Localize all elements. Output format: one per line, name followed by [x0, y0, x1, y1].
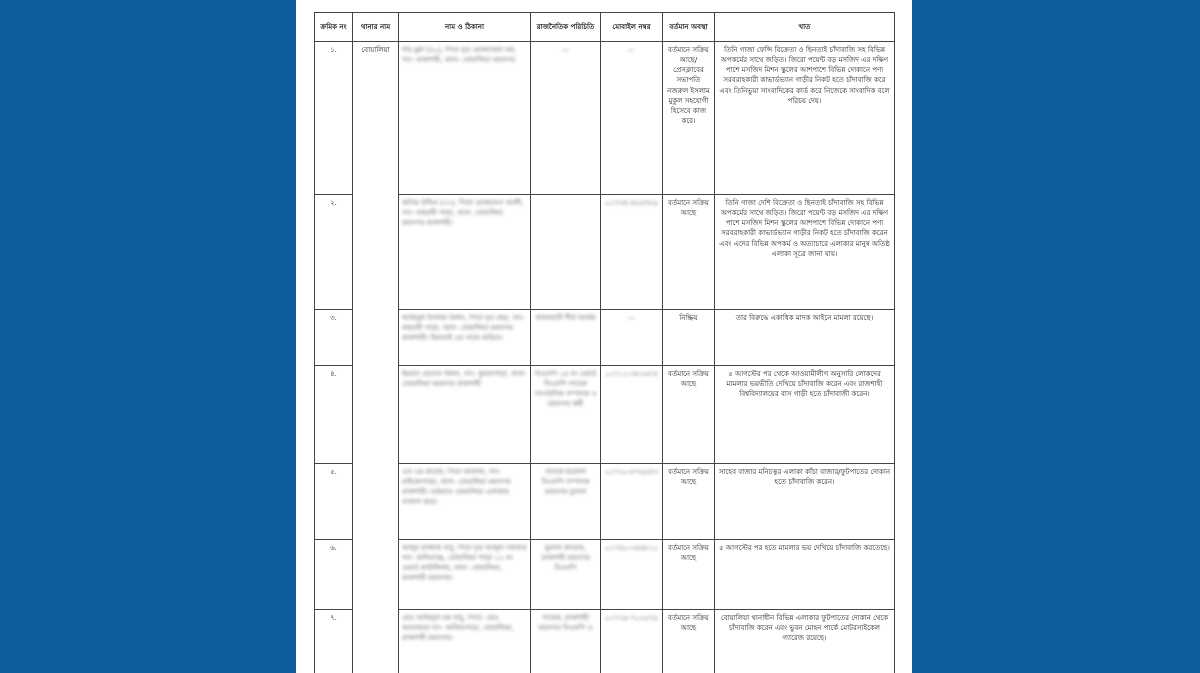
mobile-cell: ০১৭২০-৮৭৬৫৪৩: [601, 464, 663, 540]
status-cell: বর্তমানে সক্রিয় আছে: [663, 610, 715, 673]
mobile-cell: ০১৭২৯-৭০২৫৭৯: [601, 610, 663, 673]
serial-cell: ৩.: [315, 310, 353, 366]
name-cell: ইমরান হোসেন মিলন, সাং- কুমারপাড়া, থানা- বোয়ালিয়া মহানগর রাজশাহী: [399, 366, 531, 464]
name-cell: এস এম রুবেল, পিতা জালাল, সাং- মাইক্রোপাড়া, থানা- বোয়ালিয়া মহানগর রাজশাহী। বর্তমানে বোয়ালিয়া এলাকায় বসবাস করে।: [399, 464, 531, 540]
header-name: নাম ও ঠিকানা: [399, 13, 531, 42]
mobile-cell: ০১৭১১-৩৮২৬৭৪: [601, 366, 663, 464]
sector-cell: তিনি গাজা দেশি বিক্রেতা ও ছিনতাই চাঁদাবাজি সহ বিভিন্ন অপকর্মের সাথে জড়িত। জিরো পয়েন্ট বড় মসজিদ এর দক্ষিণ পাশে মসজিদ মিশন স্কুলের আশপাশে বিভিন্ন দোকানে পণ্য সরবরাহকারী কাভার্ডভ্যান গাড়ীর নিকট হতে চাঁদাবাজি করেন এবং এদের বিভিন্ন অপকর্ম ও অত্যাচারে এলাকার মানুষ অতিষ্ঠ এলাকা সূত্রে জানা যায়।: [715, 195, 895, 310]
status-cell: বর্তমানে সক্রিয় আছে/ প্রেসক্লাবের সভাপতি নজরুল ইসলাম মুকুল সহযোগী হিসেবে কাজ করে।: [663, 42, 715, 195]
header-status: বর্তমান অবস্থা: [663, 13, 715, 42]
sector-cell: তার বিরুদ্ধে একাধিক মাদক আইনে মামলা রয়েছে।: [715, 310, 895, 366]
table-row: [315, 195, 895, 310]
serial-cell: ৭.: [315, 610, 353, 673]
sector-cell: বোয়ালিয়া থানাধীন বিভিন্ন এলাকার ফুটপাতের দোকান থেকে চাঁদাবাজি করেন এবং ভুবন মোহন পার্কে মোটরসাইকেল গ্যারেজ রয়েছে।: [715, 610, 895, 673]
data-table: [314, 12, 895, 673]
table-row: [315, 42, 895, 195]
political-cell: জামায়াতী শীর্ষ সমর্থক: [531, 310, 601, 366]
table-row: [315, 540, 895, 610]
mobile-cell: ০১৭৩৪-৪৫৬৭৮৯: [601, 195, 663, 310]
mobile-cell: ০১৭৪০-২৪৬৮১০: [601, 540, 663, 610]
political-cell: বিএনপি ১৪ নং ওয়ার্ড বিএনপি সাবেক সাংগঠনিক সম্পাদক ও মহানগর কর্মী: [531, 366, 601, 464]
table-row: [315, 464, 895, 540]
name-cell: আমিনুল ইসলাম মিলন, পিতা মৃত রহম, সাং- মহুয়ারী পাড়া, থানা- বোয়ালিয়া মহানগর রাজশাহী। ছিনতাই এর সাথে জড়িত।: [399, 310, 531, 366]
mobile-cell: —: [601, 310, 663, 366]
header-station: থানার নাম: [353, 13, 399, 42]
name-cell: আব্দুর রাজ্জাক বাবু, পিতা মৃত আব্দুল গফফার সাং- কাদিরগঞ্জ, বোয়ালিয়া পাড়া ১২ নং ওয়ার্ড কাউন্সিলর, থানা- বোয়ালিয়া, রাজশাহী মহানগর।: [399, 540, 531, 610]
political-cell: সাবেক ছাত্রদল বিএনপি সম্পাদক মহানগর যুবদল: [531, 464, 601, 540]
serial-cell: ৫.: [315, 464, 353, 540]
header-mobile: মোবাইল নম্বর: [601, 13, 663, 42]
status-cell: নিষ্ক্রিয়: [663, 310, 715, 366]
table-header-row: [315, 13, 895, 42]
sector-cell: তিনি গাজা ফেন্সি বিক্রেতা ও ছিনতাই চাঁদাবাজি সহ বিভিন্ন অপকর্মের সাথে জড়িত। জিরো পয়েন্ট বড় মসজিদ এর দক্ষিণ পাশে মসজিদ মিশন স্কুলের আশপাশে বিভিন্ন দোকানে পণ্য সরবরাহকারী কাভার্ডভ্যান গাড়ীর নিকট হতে চাঁদাবাজি করে এবং তিনিভুয়া সাংবাদিকের কার্ড করে নিজেকে সাংবাদিক বলে পরিচয় দেয়।: [715, 42, 895, 195]
document-page: [296, 0, 912, 673]
political-cell: যুবদল ক্যাডার, রাজশাহী মহানগর বিএনপি: [531, 540, 601, 610]
political-cell: —: [531, 42, 601, 195]
name-cell: জসিম উদ্দিন (৩২), পিতা মোকাদ্দেস আলী, সাং- মহুয়ারী পাড়া, থানা- বোয়ালিয়া মহানগর রাজশাহী।: [399, 195, 531, 310]
serial-cell: ১.: [315, 42, 353, 195]
status-cell: বর্তমানে সক্রিয় আছে: [663, 195, 715, 310]
serial-cell: ৪.: [315, 366, 353, 464]
table-row: [315, 610, 895, 673]
sector-cell: সাহেব বাজার মনিচত্বর এলাকা কাঁচা বাজার/ফুটপাতের দোকান হতে চাঁদাবাজি করেন।: [715, 464, 895, 540]
header-political: রাজনৈতিক পরিচিতি: [531, 13, 601, 42]
sector-cell: ৫ আগস্টের পর হতে মামলার ভয় দেখিয়ে চাঁদাবাজি করতেছে।: [715, 540, 895, 610]
status-cell: বর্তমানে সক্রিয় আছে: [663, 464, 715, 540]
serial-cell: ২.: [315, 195, 353, 310]
political-cell: সাবেক, রাজশাহী মহানগর বিএনপি ও: [531, 610, 601, 673]
name-cell: শাহ মুন্না (৪০), পিতা মৃত মোজাম্মেল হক, সাং- রাজশাহী, থানা- বোয়ালিয়া মহানগর: [399, 42, 531, 195]
header-serial: ক্রমিক নং: [315, 13, 353, 42]
political-cell: [531, 195, 601, 310]
sector-cell: ৫ আগস্টের পর থেকে আওয়ামীলীগ অনুসারি লোকদের মামলার ভয়ভীতি দেখিয়ে চাঁদাবাজি করেন এবং রাজশাহী বিশ্ববিদ্যালয়ের বাস গাড়ী হতে চাঁদাবাজী করেন।: [715, 366, 895, 464]
table-row: [315, 366, 895, 464]
table-row: [315, 310, 895, 366]
header-sector: খাত: [715, 13, 895, 42]
mobile-cell: —: [601, 42, 663, 195]
status-cell: বর্তমানে সক্রিয় আছে: [663, 540, 715, 610]
station-cell: বোয়ালিয়া: [353, 42, 399, 673]
name-cell: মোঃ আমিনুল হক বাবু, পিতা- মোঃ আনোয়ার সাং- কাজিরপাড়া, বোয়ালিয়া, রাজশাহী মহানগর।: [399, 610, 531, 673]
serial-cell: ৬.: [315, 540, 353, 610]
status-cell: বর্তমানে সক্রিয় আছে: [663, 366, 715, 464]
